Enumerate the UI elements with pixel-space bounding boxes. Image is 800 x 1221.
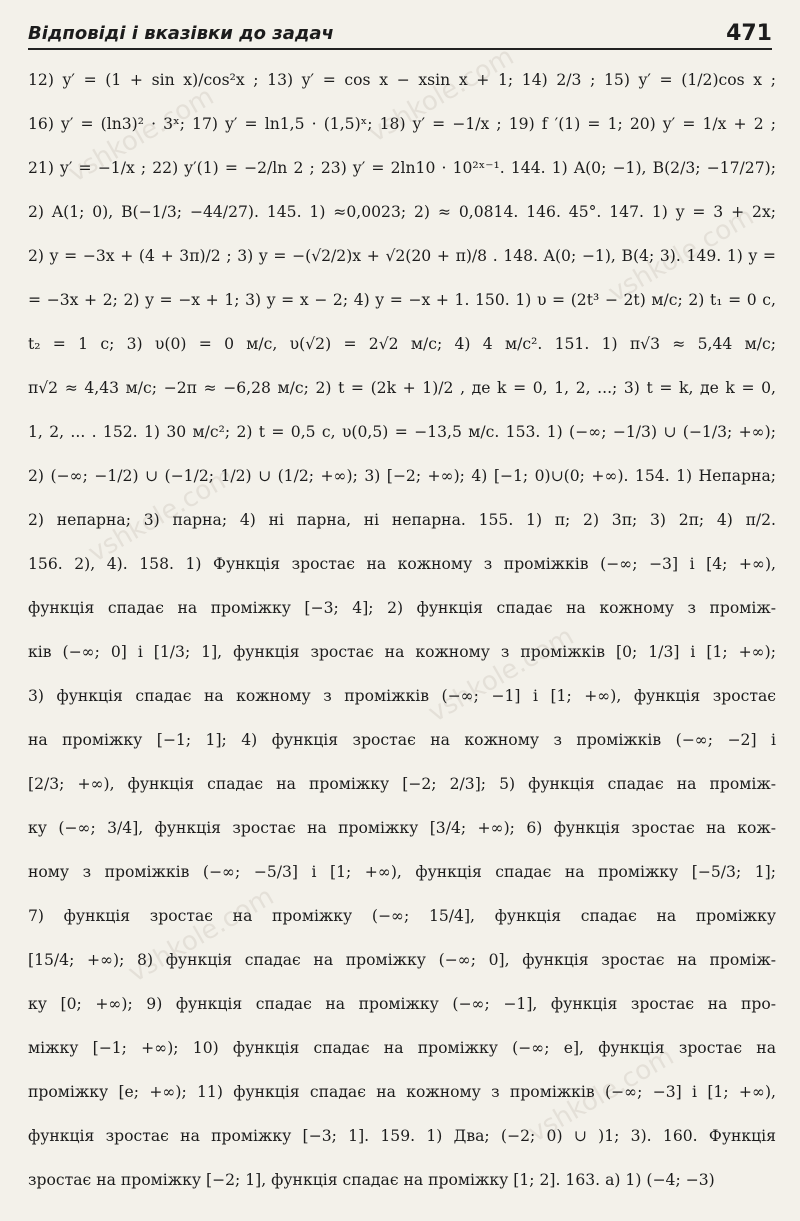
- text-line: зростає на проміжку [−2; 1], функція спадає на проміжку [1; 2]. 163. а) 1) (−4; −3): [28, 1171, 715, 1189]
- text-line: 2) (−∞; −1/2) ∪ (−1/2; 1/2) ∪ (1/2; +∞); 3) [−2; +∞); 4) [−1; 0)∪(0; +∞). 154. 1) Непарна;: [28, 467, 776, 485]
- text-line: 3) функція спадає на кожному з проміжків (−∞; −1] і [1; +∞), функція зростає: [28, 687, 776, 705]
- watermark: vshkole.com: [423, 621, 580, 729]
- text-line: ку (−∞; 3/4], функція зростає на проміжку [3/4; +∞); 6) функція зростає на кож-: [28, 819, 776, 837]
- text-line: [2/3; +∞), функція спадає на проміжку [−2; 2/3]; 5) функція спадає на промiж-: [28, 775, 776, 793]
- text-line: 16) y′ = (ln3)² · 3ˣ; 17) y′ = ln1,5 · (1,5)ˣ; 18) y′ = −1/x ; 19) f ′(1) = 1; 20) y′ = 1/x + 2 ;: [28, 115, 776, 133]
- text-line: міжку [−1; +∞); 10) функція спадає на проміжку (−∞; e], функція зростає на: [28, 1039, 776, 1057]
- watermark: vshkole.com: [123, 881, 280, 989]
- watermark: vshkole.com: [63, 81, 220, 189]
- page-number: 471: [726, 21, 772, 46]
- text-line: 2) y = −3x + (4 + 3π)/2 ; 3) y = −(√2/2)x + √2(20 + π)/8 . 148. A(0; −1), B(4; 3). 149. 1) y =: [28, 247, 776, 265]
- text-line: 1, 2, ... . 152. 1) 30 м/с²; 2) t = 0,5 с, υ(0,5) = −13,5 м/с. 153. 1) (−∞; −1/3) ∪ (−1/3; +∞);: [28, 423, 776, 441]
- text-line: функція спадає на проміжку [−3; 4]; 2) функція спадає на кожному з промiж-: [28, 599, 776, 617]
- text-line: [15/4; +∞); 8) функція спадає на проміжку (−∞; 0], функція зростає на промiж-: [28, 951, 776, 969]
- text-line: 12) y′ = (1 + sin x)/cos²x ; 13) y′ = cos x − xsin x + 1; 14) 2/3 ; 15) y′ = (1/2)cos x ;: [28, 71, 776, 89]
- watermark: vshkole.com: [83, 461, 240, 569]
- text-line: π√2 ≈ 4,43 м/с; −2π ≈ −6,28 м/с; 2) t = (2k + 1)/2 , де k = 0, 1, 2, ...; 3) t = k, де k = 0,: [28, 379, 776, 397]
- text-line: 2) A(1; 0), B(−1/3; −44/27). 145. 1) ≈0,0023; 2) ≈ 0,0814. 146. 45°. 147. 1) y = 3 + 2x;: [28, 203, 776, 221]
- answers-text: [28, 58, 776, 1215]
- text-line: 7) функція зростає на проміжку (−∞; 15/4], функція спадає на проміжку: [28, 907, 776, 925]
- watermark: vshkole.com: [603, 201, 760, 309]
- text-line: 2) непарна; 3) парна; 4) ні парна, ні непарна. 155. 1) π; 2) 3π; 3) 2π; 4) π/2.: [28, 511, 776, 529]
- text-line: ків (−∞; 0] і [1/3; 1], функція зростає на кожному з проміжків [0; 1/3] і [1; +∞);: [28, 643, 776, 661]
- text-line: t₂ = 1 с; 3) υ(0) = 0 м/с, υ(√2) = 2√2 м/с; 4) 4 м/с². 151. 1) π√3 ≈ 5,44 м/с;: [28, 335, 776, 353]
- text-line: ку [0; +∞); 9) функція спадає на проміжку (−∞; −1], функція зростає на про-: [28, 995, 776, 1013]
- header-title: Відповіді і вказівки до задач: [28, 23, 334, 44]
- text-line: функція зростає на проміжку [−3; 1]. 159. 1) Два; (−2; 0) ∪ )1; 3). 160. Функція: [28, 1127, 776, 1145]
- text-line: 21) y′ = −1/x ; 22) y′(1) = −2/ln 2 ; 23) y′ = 2ln10 · 10²ˣ⁻¹. 144. 1) A(0; −1), B(2/3; −17/27);: [28, 159, 776, 177]
- text-line: 156. 2), 4). 158. 1) Функція зростає на кожному з проміжків (−∞; −3] і [4; +∞),: [28, 555, 776, 573]
- watermark: vshkole.com: [363, 41, 520, 149]
- text-line: = −3x + 2; 2) y = −x + 1; 3) y = x − 2; 4) y = −x + 1. 150. 1) υ = (2t³ − 2t) м/с; 2) t₁ = 0 с,: [28, 291, 776, 309]
- text-line: ному з проміжків (−∞; −5/3] і [1; +∞), функція спадає на проміжку [−5/3; 1];: [28, 863, 776, 881]
- page-header: [28, 14, 772, 50]
- text-line: на проміжку [−1; 1]; 4) функція зростає на кожному з проміжків (−∞; −2] і: [28, 731, 776, 749]
- watermark: vshkole.com: [523, 1041, 680, 1149]
- text-line: проміжку [e; +∞); 11) функція спадає на кожному з проміжків (−∞; −3] і [1; +∞),: [28, 1083, 776, 1101]
